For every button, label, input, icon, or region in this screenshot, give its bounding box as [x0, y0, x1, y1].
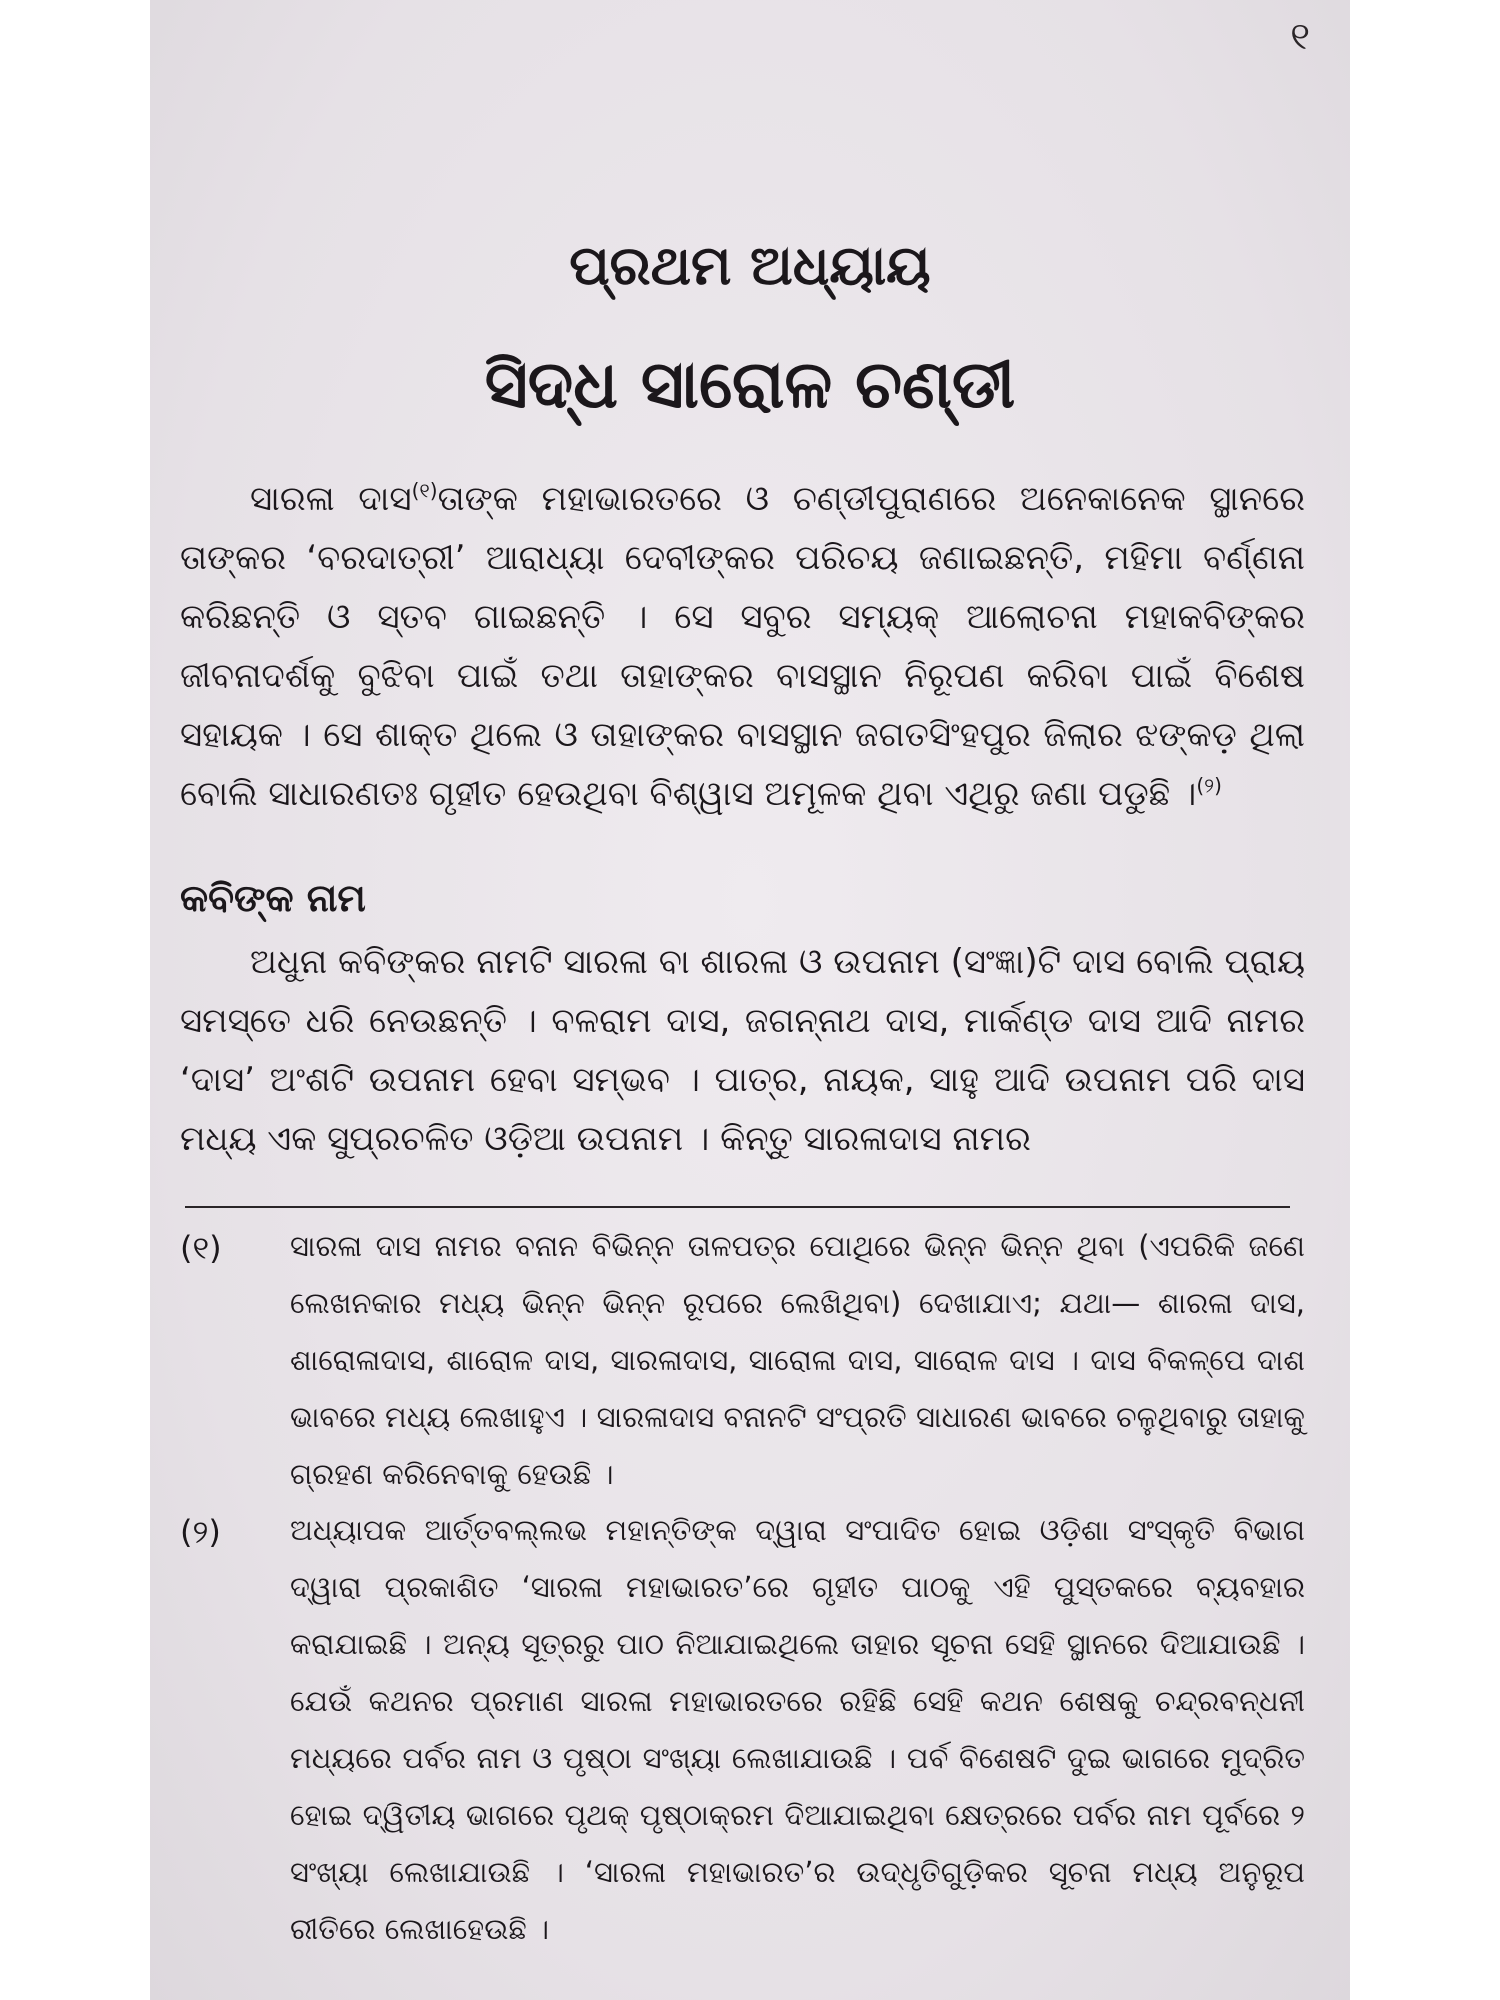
- subheading-kabi-name: କବିଙ୍କ ନାମ: [180, 876, 366, 920]
- footnote-2: [180, 1502, 1305, 1958]
- footnote-divider: [185, 1206, 1290, 1208]
- footnote-text: ଅଧ୍ୟାପକ ଆର୍ତ୍ତବଲ୍ଲଭ ମହାନ୍ତିଙ୍କ ଦ୍ୱାରା ସଂପାଦିତ ହୋଇ ଓଡ଼ିଶା ସଂସ୍କୃତି ବିଭାଗ ଦ୍ୱାରା ପ୍ରକାଶିତ ‘ସାରଳା ମହାଭାରତ’ରେ ଗୃହୀତ ପାଠକୁ ଏହି ପୁସ୍ତକରେ ବ୍ୟବହାର କରାଯାଇଛି । ଅନ୍ୟ ସୂତ୍ରରୁ ପାଠ ନିଆଯାଇଥିଲେ ତାହାର ସୂଚନା ସେହି ସ୍ଥାନରେ ଦିଆଯାଉଛି । ଯେଉଁ କଥନର ପ୍ରମାଣ ସାରଳା ମହାଭାରତରେ ରହିଛି ସେହି କଥନ ଶେଷକୁ ଚନ୍ଦ୍ରବନ୍ଧନୀ ମଧ୍ୟରେ ପର୍ବର ନାମ ଓ ପୃଷ୍ଠା ସଂଖ୍ୟା ଲେଖାଯାଉଛି । ପର୍ବ ବିଶେଷଟି ଦୁଇ ଭାଗରେ ମୁଦ୍ରିତ ହୋଇ ଦ୍ୱିତୀୟ ଭାଗରେ ପୃଥକ୍ ପୃଷ୍ଠାକ୍ରମ ଦିଆଯାଇଥିବା କ୍ଷେତ୍ରରେ ପର୍ବର ନାମ ପୂର୍ବରେ ୨ ସଂଖ୍ୟା ଲେଖାଯାଉଛି । ‘ସାରଳା ମହାଭାରତ’ର ଉଦ୍ଧୃତିଗୁଡ଼ିକର ସୂଚନା ମଧ୍ୟ ଅନୁରୂପ ରୀତିରେ ଲେଖାହେଉଛି ।: [290, 1513, 1305, 1946]
- footnote-text: ସାରଳା ଦାସ ନାମର ବନାନ ବିଭିନ୍ନ ତାଳପତ୍ର ପୋଥିରେ ଭିନ୍ନ ଭିନ୍ନ ଥିବା (ଏପରିକି ଜଣେ ଲେଖନକାର ମଧ୍ୟ ଭିନ୍ନ ଭିନ୍ନ ରୂପରେ ଲେଖିଥିବା) ଦେଖାଯାଏ; ଯଥା— ଶାରଳା ଦାସ, ଶାରୋଳାଦାସ, ଶାରୋଳ ଦାସ, ସାରଳାଦାସ, ସାରୋଳା ଦାସ, ସାରୋଳ ଦାସ । ଦାସ ବିକଳ୍ପେ ଦାଶ ଭାବରେ ମଧ୍ୟ ଲେଖାହୁଏ । ସାରଳାଦାସ ବନାନଟି ସଂପ୍ରତି ସାଧାରଣ ଭାବରେ ଚଳୁଥିବାରୁ ତାହାକୁ ଗ୍ରହଣ କରିନେବାକୁ ହେଉଛି ।: [290, 1229, 1305, 1491]
- book-page: [150, 0, 1350, 2000]
- intro-paragraph: [180, 470, 1305, 824]
- section-title: ସିଦ୍ଧ ସାରୋଳ ଚଣ୍ଡୀ: [484, 346, 1016, 423]
- footnote-ref-1: (୧): [411, 478, 438, 503]
- page-number: ୧: [1290, 14, 1310, 58]
- kabi-name-paragraph: ଅଧୁନା କବିଙ୍କର ନାମଟି ସାରଳା ବା ଶାରଳା ଓ ଉପନାମ (ସଂଜ୍ଞା)ଟି ଦାସ ବୋଲି ପ୍ରାୟ ସମସ୍ତେ ଧରି ନେଉଛନ୍ତି । ବଳରାମ ଦାସ, ଜଗନ୍ନାଥ ଦାସ, ମାର୍କଣ୍ଡ ଦାସ ଆଦି ନାମର ‘ଦାସ’ ଅଂଶଟି ଉପନାମ ହେବା ସମ୍ଭବ । ପାତ୍ର, ନାୟକ, ସାହୁ ଆଦି ଉପନାମ ପରି ଦାସ ମଧ୍ୟ ଏକ ସୁପ୍ରଚଳିତ ଓଡ଼ିଆ ଉପନାମ । କିନ୍ତୁ ସାରଳାଦାସ ନାମର: [180, 942, 1305, 1159]
- footnote-marker: (୧): [180, 1229, 222, 1267]
- footnote-1: [180, 1218, 1305, 1503]
- footnote-marker: (୨): [180, 1513, 221, 1551]
- footnote-ref-2: (୨): [1196, 773, 1222, 798]
- intro-lead: ସାରଳା ଦାସ: [250, 479, 412, 519]
- intro-body: ତାଙ୍କ ମହାଭାରତରେ ଓ ଚଣ୍ଡୀପୁରାଣରେ ଅନେକାନେକ ସ୍ଥାନରେ ତାଙ୍କର ‘ବରଦାତ୍ରୀ’ ଆରାଧ୍ୟା ଦେବୀଙ୍କର ପରିଚୟ ଜଣାଇଛନ୍ତି, ମହିମା ବର୍ଣ୍ଣନା କରିଛନ୍ତି ଓ ସ୍ତବ ଗାଇଛନ୍ତି । ସେ ସବୁର ସମ୍ୟକ୍ ଆଲୋଚନା ମହାକବିଙ୍କର ଜୀବନାଦର୍ଶକୁ ବୁଝିବା ପାଇଁ ତଥା ତାହାଙ୍କର ବାସସ୍ଥାନ ନିରୂପଣ କରିବା ପାଇଁ ବିଶେଷ ସହାୟକ । ସେ ଶାକ୍ତ ଥିଲେ ଓ ତାହାଙ୍କର ବାସସ୍ଥାନ ଜଗତସିଂହପୁର ଜିଲାର ଝଙ୍କଡ଼ ଥିଲା ବୋଲି ସାଧାରଣତଃ ଗୃହୀତ ହେଉଥିବା ବିଶ୍ୱାସ ଅମୂଳକ ଥିବା ଏଥିରୁ ଜଣା ପଡୁଛି ।: [180, 479, 1305, 814]
- chapter-title: ପ୍ରଥମ ଅଧ୍ୟାୟ: [569, 234, 931, 297]
